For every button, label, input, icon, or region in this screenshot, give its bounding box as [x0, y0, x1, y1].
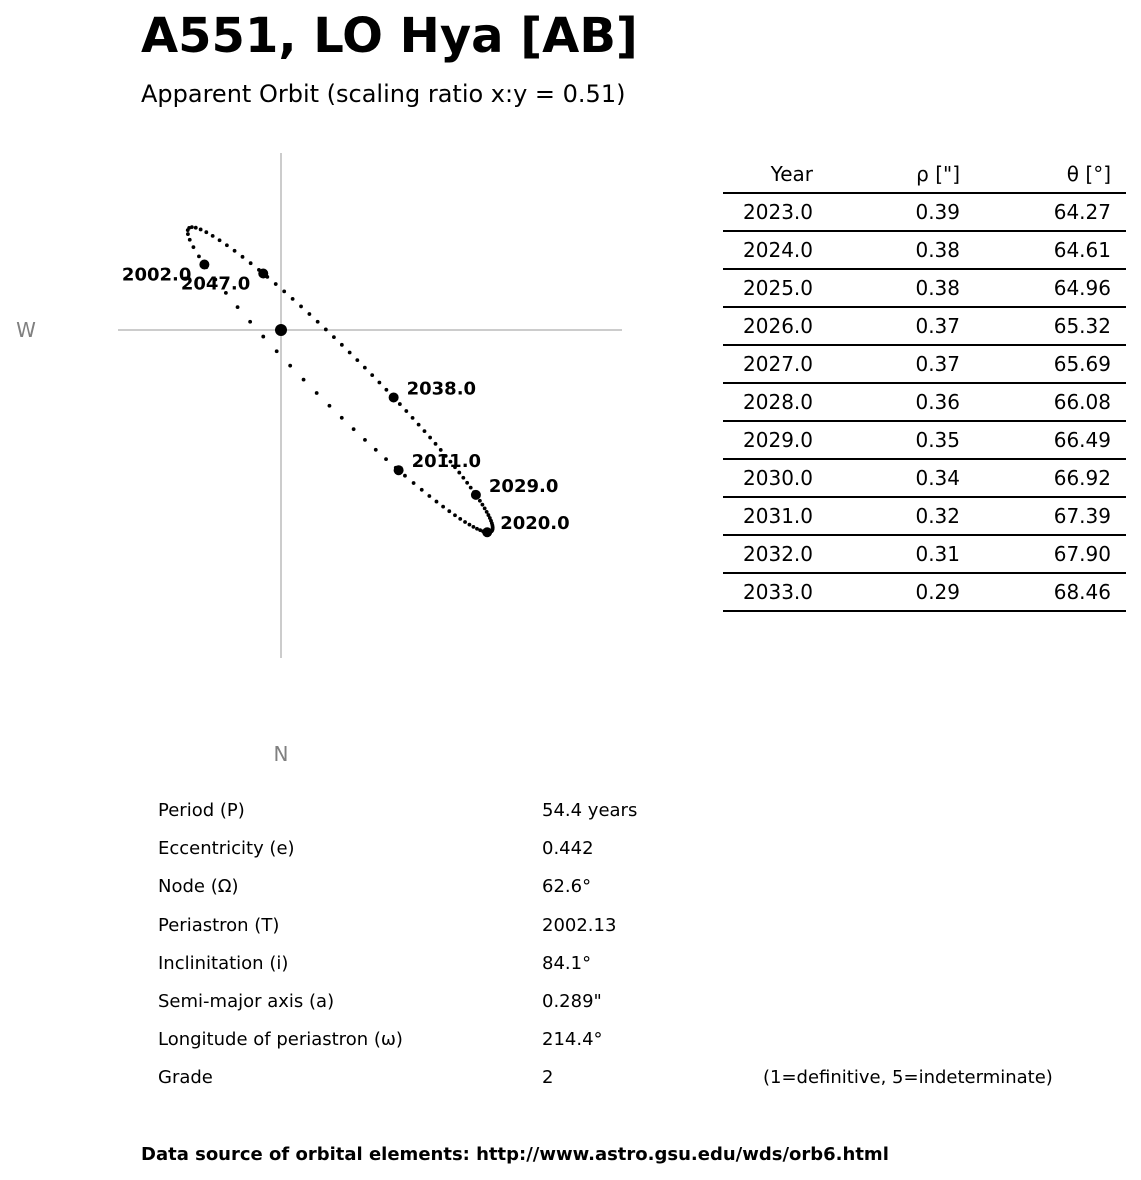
epoch-label: 2020.0: [500, 513, 570, 535]
orbit-point: [199, 228, 203, 232]
orbit-plot: [0, 140, 690, 780]
orbit-point: [427, 494, 431, 498]
orbit-point: [328, 404, 332, 408]
element-value: 62.6°: [542, 876, 592, 898]
orbit-point: [481, 503, 485, 507]
orbit-point: [478, 499, 482, 503]
theta-cell: 67.90: [960, 535, 1111, 573]
year-cell: 2029.0: [723, 421, 813, 459]
orbit-point: [241, 255, 245, 259]
orbit-point: [468, 523, 472, 527]
element-value: 54.4 years: [542, 800, 638, 821]
data-source-note: Data source of orbital elements: http://www.astro.gsu.edu/wds/orb6.html: [141, 1144, 889, 1165]
element-value: 0.442: [542, 838, 594, 860]
element-name: Node (Ω): [158, 876, 239, 898]
year-cell: 2031.0: [723, 497, 813, 535]
orbit-point: [340, 343, 344, 347]
orbit-point: [291, 297, 295, 301]
orbit-point: [348, 351, 352, 355]
epoch-label: 2002.0: [121, 264, 192, 286]
rho-cell: 0.39: [813, 193, 960, 231]
ephemeris-row: [723, 269, 1126, 307]
orbit-point: [441, 505, 445, 509]
element-name: Eccentricity (e): [158, 838, 295, 860]
orbit-point: [211, 234, 215, 238]
orbit-point: [282, 289, 286, 293]
year-cell: 2030.0: [723, 459, 813, 497]
orbit-point: [340, 416, 344, 420]
ephemeris-row: [723, 307, 1126, 345]
element-value: 214.4°: [542, 1029, 603, 1051]
year-column-header: Year: [723, 156, 813, 193]
orbit-point: [465, 481, 469, 485]
orbit-point: [188, 238, 192, 242]
year-cell: 2026.0: [723, 307, 813, 345]
theta-cell: 65.32: [960, 307, 1111, 345]
epoch-label: 2011.0: [411, 451, 482, 473]
year-cell: 2027.0: [723, 345, 813, 383]
orbit-point: [447, 509, 451, 513]
orbit-point: [194, 226, 198, 230]
orbit-point: [355, 358, 359, 362]
orbit-point: [233, 249, 237, 253]
orbit-point: [204, 230, 208, 234]
orbit-point: [463, 520, 467, 524]
orbit-point: [404, 409, 408, 413]
ephemeris-row: [723, 497, 1126, 535]
orbit-point: [249, 261, 253, 265]
theta-cell: 66.49: [960, 421, 1111, 459]
orbit-point: [377, 381, 381, 385]
theta-cell: 66.92: [960, 459, 1111, 497]
compass-north-label: N: [273, 742, 289, 766]
element-note: (1=definitive, 5=indeterminate): [763, 1067, 1053, 1089]
rho-cell: 0.32: [813, 497, 960, 535]
orbit-point: [487, 513, 491, 517]
chart-subtitle: Apparent Orbit (scaling ratio x:y = 0.51): [141, 80, 626, 108]
rho-cell: 0.31: [813, 535, 960, 573]
theta-cell: 64.61: [960, 231, 1111, 269]
epoch-marker: [199, 260, 209, 270]
orbit-point: [307, 312, 311, 316]
ephemeris-row: [723, 345, 1126, 383]
orbit-point: [384, 388, 388, 392]
orbit-point: [370, 373, 374, 377]
orbit-point: [261, 335, 265, 339]
orbit-point: [403, 474, 407, 478]
rho-cell: 0.37: [813, 345, 960, 383]
rho-cell: 0.29: [813, 573, 960, 611]
year-cell: 2023.0: [723, 193, 813, 231]
ephemeris-row: [723, 383, 1126, 421]
orbit-point: [236, 305, 240, 309]
ephemeris-row: [723, 573, 1126, 611]
element-name: Semi-major axis (a): [158, 990, 335, 1012]
orbit-point: [225, 243, 229, 247]
year-cell: 2032.0: [723, 535, 813, 573]
epoch-marker: [482, 527, 492, 537]
orbit-point: [469, 486, 473, 490]
rho-cell: 0.37: [813, 307, 960, 345]
element-name: Grade: [158, 1067, 213, 1089]
element-name: Periastron (T): [158, 914, 280, 936]
element-name: Longitude of periastron (ω): [158, 1029, 403, 1051]
orbit-point: [453, 513, 457, 517]
orbit-point: [274, 282, 278, 286]
theta-cell: 65.69: [960, 345, 1111, 383]
orbit-point: [417, 423, 421, 427]
orbit-point: [461, 476, 465, 480]
rho-cell: 0.36: [813, 383, 960, 421]
ephemeris-header-row: [723, 156, 1126, 193]
orbit-point: [363, 366, 367, 370]
element-value: 0.289": [542, 990, 602, 1012]
orbit-point: [302, 378, 306, 382]
ephemeris-row: [723, 421, 1126, 459]
epoch-marker: [471, 490, 481, 500]
orbit-point: [299, 305, 303, 309]
orbit-point: [315, 391, 319, 395]
rho-cell: 0.38: [813, 269, 960, 307]
rho-cell: 0.34: [813, 459, 960, 497]
chart-title: A551, LO Hya [AB]: [141, 8, 638, 64]
theta-cell: 66.08: [960, 383, 1111, 421]
theta-cell: 64.96: [960, 269, 1111, 307]
primary-star-marker: [275, 324, 287, 336]
epoch-label: 2047.0: [180, 273, 251, 295]
orbit-point: [420, 488, 424, 492]
orbit-point: [458, 517, 462, 521]
orbit-point: [398, 402, 402, 406]
orbit-point: [428, 436, 432, 440]
epoch-marker: [394, 465, 404, 475]
orbit-point: [186, 232, 190, 236]
ephemeris-row: [723, 459, 1126, 497]
orbit-point: [197, 254, 201, 258]
epoch-markers: [122, 260, 570, 538]
orbit-point: [186, 228, 190, 232]
orbit-point: [324, 328, 328, 332]
orbit-point: [352, 427, 356, 431]
compass-west-label: W: [16, 318, 36, 342]
orbit-point: [288, 364, 292, 368]
orbit-point: [434, 442, 438, 446]
epoch-marker: [258, 268, 268, 278]
orbit-point: [472, 525, 476, 529]
element-name: Inclinitation (i): [158, 952, 289, 974]
ephemeris-row: [723, 193, 1126, 231]
orbit-point: [483, 506, 487, 510]
element-value: 2: [542, 1067, 554, 1089]
rho-cell: 0.38: [813, 231, 960, 269]
rho-column-header: ρ ["]: [813, 156, 960, 193]
orbit-point: [332, 335, 336, 339]
theta-cell: 68.46: [960, 573, 1111, 611]
orbit-point: [412, 481, 416, 485]
epoch-label: 2038.0: [406, 378, 477, 400]
orbit-point: [363, 438, 367, 442]
orbit-point: [374, 448, 378, 452]
year-cell: 2028.0: [723, 383, 813, 421]
orbit-point: [218, 238, 222, 242]
rho-cell: 0.35: [813, 421, 960, 459]
element-value: 2002.13: [542, 914, 617, 936]
orbit-point: [316, 320, 320, 324]
orbit-point: [423, 429, 427, 433]
orbit-point: [248, 320, 252, 324]
epoch-label: 2029.0: [488, 475, 559, 497]
orbit-point: [411, 416, 415, 420]
epoch-marker: [389, 392, 399, 402]
orbit-point: [192, 245, 196, 249]
theta-cell: 67.39: [960, 497, 1111, 535]
orbit-point: [275, 349, 279, 353]
orbit-point: [384, 457, 388, 461]
year-cell: 2033.0: [723, 573, 813, 611]
element-name: Period (P): [158, 800, 245, 821]
theta-cell: 64.27: [960, 193, 1111, 231]
year-cell: 2024.0: [723, 231, 813, 269]
orbit-point: [435, 500, 439, 504]
year-cell: 2025.0: [723, 269, 813, 307]
element-value: 84.1°: [542, 952, 592, 974]
theta-column-header: θ [°]: [960, 156, 1111, 193]
ephemeris-row: [723, 231, 1126, 269]
ephemeris-row: [723, 535, 1126, 573]
ephemeris-table: [723, 156, 1126, 612]
orbit-point: [485, 510, 489, 514]
